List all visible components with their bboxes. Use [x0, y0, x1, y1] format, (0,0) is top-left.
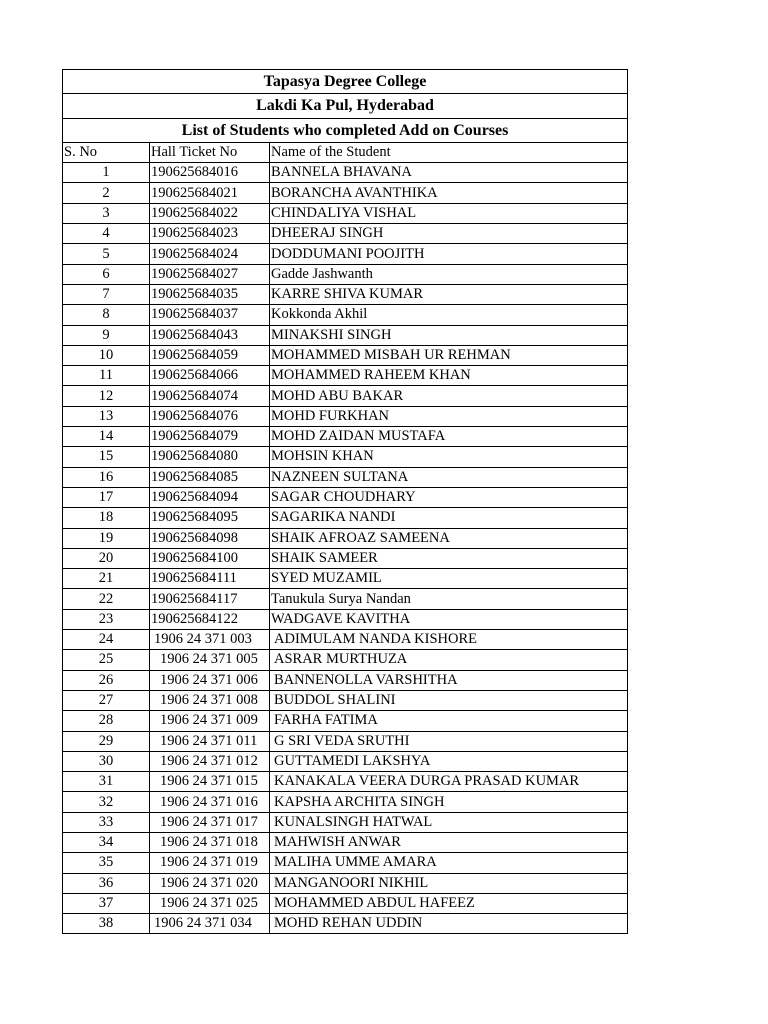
student-name-cell: G SRI VEDA SRUTHI: [270, 731, 628, 751]
serial-number-cell: 19: [63, 528, 150, 548]
hall-ticket-cell: 1906 24 371 017: [150, 812, 270, 832]
table-row: [63, 508, 628, 528]
serial-number-cell: 20: [63, 548, 150, 568]
list-subtitle: List of Students who completed Add on Courses: [63, 118, 628, 142]
student-name-cell: MOHD REHAN UDDIN: [270, 914, 628, 934]
table-row: [63, 305, 628, 325]
student-name-cell: MALIHA UMME AMARA: [270, 853, 628, 873]
table-row: [63, 853, 628, 873]
serial-number-cell: 12: [63, 386, 150, 406]
serial-number-cell: 4: [63, 224, 150, 244]
hall-ticket-cell: 190625684079: [150, 427, 270, 447]
table-row: [63, 650, 628, 670]
college-name: Tapasya Degree College: [63, 70, 628, 94]
student-name-cell: MINAKSHI SINGH: [270, 325, 628, 345]
table-row: [63, 284, 628, 304]
hall-ticket-cell: 1906 24 371 016: [150, 792, 270, 812]
serial-number-cell: 28: [63, 711, 150, 731]
table-row: [63, 203, 628, 223]
table-row: [63, 224, 628, 244]
table-row: [63, 690, 628, 710]
hall-ticket-cell: 1906 24 371 003: [150, 630, 270, 650]
serial-number-cell: 3: [63, 203, 150, 223]
serial-number-cell: 35: [63, 853, 150, 873]
hall-ticket-cell: 190625684023: [150, 224, 270, 244]
table-row: [63, 609, 628, 629]
serial-number-cell: 22: [63, 589, 150, 609]
table-row: [63, 630, 628, 650]
hall-ticket-cell: 1906 24 371 019: [150, 853, 270, 873]
column-header-hall-ticket: Hall Ticket No: [150, 142, 270, 162]
serial-number-cell: 38: [63, 914, 150, 934]
college-location: Lakdi Ka Pul, Hyderabad: [63, 94, 628, 118]
title-row: [63, 70, 628, 94]
table-row: [63, 731, 628, 751]
student-name-cell: MOHAMMED RAHEEM KHAN: [270, 366, 628, 386]
column-header-student-name: Name of the Student: [270, 142, 628, 162]
student-name-cell: SAGARIKA NANDI: [270, 508, 628, 528]
table-row: [63, 893, 628, 913]
student-name-cell: MOHAMMED ABDUL HAFEEZ: [270, 893, 628, 913]
table-row: [63, 427, 628, 447]
student-name-cell: BUDDOL SHALINI: [270, 690, 628, 710]
student-name-cell: BANNELA BHAVANA: [270, 163, 628, 183]
hall-ticket-cell: 190625684117: [150, 589, 270, 609]
table-row: [63, 183, 628, 203]
student-name-cell: MOHD FURKHAN: [270, 406, 628, 426]
serial-number-cell: 11: [63, 366, 150, 386]
hall-ticket-cell: 190625684037: [150, 305, 270, 325]
table-row: [63, 163, 628, 183]
serial-number-cell: 30: [63, 751, 150, 771]
table-row: [63, 548, 628, 568]
hall-ticket-cell: 190625684066: [150, 366, 270, 386]
student-name-cell: DODDUMANI POOJITH: [270, 244, 628, 264]
hall-ticket-cell: 1906 24 371 020: [150, 873, 270, 893]
hall-ticket-cell: 1906 24 371 025: [150, 893, 270, 913]
hall-ticket-cell: 190625684111: [150, 569, 270, 589]
serial-number-cell: 10: [63, 345, 150, 365]
serial-number-cell: 29: [63, 731, 150, 751]
serial-number-cell: 17: [63, 487, 150, 507]
table-row: [63, 325, 628, 345]
serial-number-cell: 36: [63, 873, 150, 893]
serial-number-cell: 6: [63, 264, 150, 284]
header-row: [63, 142, 628, 162]
serial-number-cell: 16: [63, 467, 150, 487]
table-body: [63, 70, 628, 934]
hall-ticket-cell: 1906 24 371 012: [150, 751, 270, 771]
serial-number-cell: 25: [63, 650, 150, 670]
hall-ticket-cell: 190625684076: [150, 406, 270, 426]
table-row: [63, 670, 628, 690]
student-name-cell: BORANCHA AVANTHIKA: [270, 183, 628, 203]
student-name-cell: KARRE SHIVA KUMAR: [270, 284, 628, 304]
hall-ticket-cell: 1906 24 371 008: [150, 690, 270, 710]
hall-ticket-cell: 1906 24 371 015: [150, 772, 270, 792]
hall-ticket-cell: 190625684021: [150, 183, 270, 203]
serial-number-cell: 1: [63, 163, 150, 183]
hall-ticket-cell: 190625684100: [150, 548, 270, 568]
serial-number-cell: 26: [63, 670, 150, 690]
student-name-cell: MOHD ABU BAKAR: [270, 386, 628, 406]
hall-ticket-cell: 190625684043: [150, 325, 270, 345]
serial-number-cell: 24: [63, 630, 150, 650]
student-name-cell: Tanukula Surya Nandan: [270, 589, 628, 609]
table-row: [63, 569, 628, 589]
student-name-cell: Gadde Jashwanth: [270, 264, 628, 284]
hall-ticket-cell: 190625684022: [150, 203, 270, 223]
hall-ticket-cell: 190625684024: [150, 244, 270, 264]
hall-ticket-cell: 190625684080: [150, 447, 270, 467]
hall-ticket-cell: 190625684122: [150, 609, 270, 629]
table-row: [63, 244, 628, 264]
serial-number-cell: 15: [63, 447, 150, 467]
student-name-cell: ASRAR MURTHUZA: [270, 650, 628, 670]
student-name-cell: GUTTAMEDI LAKSHYA: [270, 751, 628, 771]
student-name-cell: FARHA FATIMA: [270, 711, 628, 731]
serial-number-cell: 5: [63, 244, 150, 264]
student-name-cell: Kokkonda Akhil: [270, 305, 628, 325]
table-row: [63, 386, 628, 406]
table-row: [63, 487, 628, 507]
title-row: [63, 118, 628, 142]
serial-number-cell: 23: [63, 609, 150, 629]
table-row: [63, 406, 628, 426]
hall-ticket-cell: 1906 24 371 018: [150, 832, 270, 852]
student-name-cell: MOHSIN KHAN: [270, 447, 628, 467]
title-row: [63, 94, 628, 118]
hall-ticket-cell: 1906 24 371 011: [150, 731, 270, 751]
serial-number-cell: 27: [63, 690, 150, 710]
serial-number-cell: 18: [63, 508, 150, 528]
student-name-cell: SHAIK AFROAZ SAMEENA: [270, 528, 628, 548]
hall-ticket-cell: 190625684035: [150, 284, 270, 304]
student-name-cell: KAPSHA ARCHITA SINGH: [270, 792, 628, 812]
hall-ticket-cell: 190625684085: [150, 467, 270, 487]
student-name-cell: MANGANOORI NIKHIL: [270, 873, 628, 893]
table-row: [63, 366, 628, 386]
table-row: [63, 914, 628, 934]
serial-number-cell: 32: [63, 792, 150, 812]
serial-number-cell: 14: [63, 427, 150, 447]
hall-ticket-cell: 1906 24 371 009: [150, 711, 270, 731]
table-row: [63, 873, 628, 893]
student-name-cell: SHAIK SAMEER: [270, 548, 628, 568]
serial-number-cell: 2: [63, 183, 150, 203]
column-header-sno: S. No: [63, 142, 150, 162]
hall-ticket-cell: 190625684094: [150, 487, 270, 507]
table-row: [63, 832, 628, 852]
student-name-cell: BANNENOLLA VARSHITHA: [270, 670, 628, 690]
table-row: [63, 792, 628, 812]
student-name-cell: KANAKALA VEERA DURGA PRASAD KUMAR: [270, 772, 628, 792]
serial-number-cell: 37: [63, 893, 150, 913]
student-name-cell: CHINDALIYA VISHAL: [270, 203, 628, 223]
students-table: [62, 69, 628, 934]
student-name-cell: ADIMULAM NANDA KISHORE: [270, 630, 628, 650]
table-row: [63, 772, 628, 792]
hall-ticket-cell: 190625684098: [150, 528, 270, 548]
hall-ticket-cell: 1906 24 371 006: [150, 670, 270, 690]
student-name-cell: SYED MUZAMIL: [270, 569, 628, 589]
table-row: [63, 589, 628, 609]
student-name-cell: MOHD ZAIDAN MUSTAFA: [270, 427, 628, 447]
hall-ticket-cell: 190625684027: [150, 264, 270, 284]
serial-number-cell: 33: [63, 812, 150, 832]
student-name-cell: MAHWISH ANWAR: [270, 832, 628, 852]
student-name-cell: DHEERAJ SINGH: [270, 224, 628, 244]
hall-ticket-cell: 190625684074: [150, 386, 270, 406]
serial-number-cell: 7: [63, 284, 150, 304]
serial-number-cell: 13: [63, 406, 150, 426]
table-row: [63, 528, 628, 548]
hall-ticket-cell: 190625684095: [150, 508, 270, 528]
table-row: [63, 345, 628, 365]
student-name-cell: KUNALSINGH HATWAL: [270, 812, 628, 832]
serial-number-cell: 8: [63, 305, 150, 325]
student-name-cell: NAZNEEN SULTANA: [270, 467, 628, 487]
hall-ticket-cell: 1906 24 371 034: [150, 914, 270, 934]
hall-ticket-cell: 190625684059: [150, 345, 270, 365]
serial-number-cell: 21: [63, 569, 150, 589]
student-name-cell: WADGAVE KAVITHA: [270, 609, 628, 629]
table-row: [63, 812, 628, 832]
table-row: [63, 711, 628, 731]
hall-ticket-cell: 190625684016: [150, 163, 270, 183]
hall-ticket-cell: 1906 24 371 005: [150, 650, 270, 670]
student-name-cell: MOHAMMED MISBAH UR REHMAN: [270, 345, 628, 365]
table-row: [63, 751, 628, 771]
serial-number-cell: 31: [63, 772, 150, 792]
student-name-cell: SAGAR CHOUDHARY: [270, 487, 628, 507]
table-row: [63, 467, 628, 487]
serial-number-cell: 34: [63, 832, 150, 852]
table-row: [63, 447, 628, 467]
table-row: [63, 264, 628, 284]
serial-number-cell: 9: [63, 325, 150, 345]
